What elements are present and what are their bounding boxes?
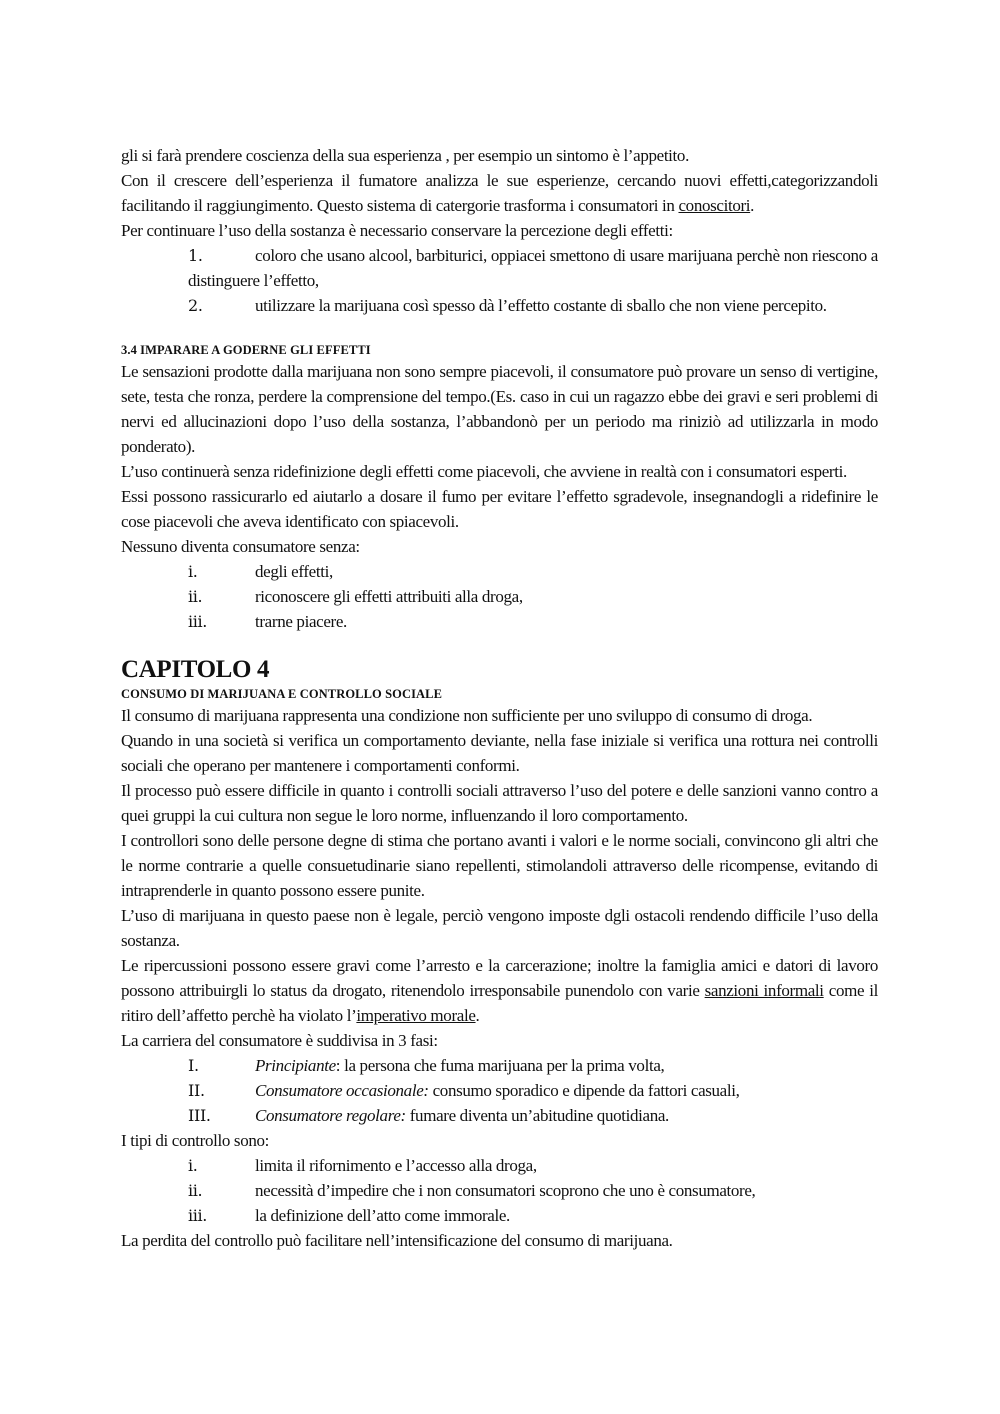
list-item [121,1078,878,1103]
list-number: 2. [188,296,203,315]
numbered-list [121,243,878,318]
list-item [121,293,878,318]
paragraph-text: . [475,1006,480,1025]
paragraph: Quando in una società si verifica un comportamento deviante, nella fase iniziale si verifica una rottura nei controlli sociali che operano per mantenere i comportamenti conformi. [121,731,878,775]
paragraph: L’uso continuerà senza ridefinizione degli effetti come piacevoli, che avviene in realtà con i consumatori esperti. [121,462,847,481]
list-number: II. [188,1081,205,1100]
paragraph: Il consumo di marijuana rappresenta una condizione non sufficiente per uno sviluppo di consumo di droga. [121,706,813,725]
paragraph: I controllori sono delle persone degne di stima che portano avanti i valori e le norme sociali, convincono gli altri che le norme contrarie a quelle consuetudinarie siano repellenti, stimolandoli attraverso delle ricompense, evitando di intraprenderle in quanto possono essere punite. [121,831,878,900]
list-item-text: limita il rifornimento e l’accesso alla droga, [255,1156,537,1175]
list-item-text: coloro che usano alcool, barbiturici, oppiacei smettono di usare marijuana perchè non riescono a distinguere l’effetto, [188,246,878,290]
list-item-text: trarne piacere. [255,612,347,631]
chapter-subtitle: CONSUMO DI MARIJUANA E CONTROLLO SOCIALE [121,687,443,701]
paragraph-text: Le ripercussioni possono essere gravi come l’arresto e la carcerazione; inoltre la famiglia amici e datori di lavoro possono attribuirgli lo status da drogato, ritenendolo irresponsabile punendolo con varie [121,956,878,1000]
paragraph: La carriera del consumatore è suddivisa in 3 fasi: [121,1031,438,1050]
list-number: ii. [188,1181,203,1200]
paragraph-text: come il ritiro dell’affetto perchè ha violato l’ [121,981,879,1025]
roman-list [121,1153,878,1228]
paragraph: Nessuno diventa consumatore senza: [121,537,360,556]
list-number: III. [188,1106,211,1125]
underlined-term: sanzioni informali [704,981,824,1000]
list-item-term: Principiante [255,1056,336,1075]
paragraph: L’uso di marijuana in questo paese non è legale, perciò vengono imposte dgli ostacoli rendendo difficile l’uso della sostanza. [121,906,878,950]
list-item [121,243,878,293]
paragraph [121,168,878,218]
list-item-text: : la persona che fuma marijuana per la prima volta, [335,1056,665,1075]
list-item-text: necessità d’impedire che i non consumatori scoprono che uno è consumatore, [255,1181,756,1200]
paragraph: I tipi di controllo sono: [121,1131,270,1150]
section-heading: 3.4 IMPARARE A GODERNE GLI EFFETTI [121,343,371,357]
list-item-text: consumo sporadico e dipende da fattori casuali, [428,1081,740,1100]
paragraph: Essi possono rassicurarlo ed aiutarlo a dosare il fumo per evitare l’effetto sgradevole, insegnandogli a ridefinire le cose piacevoli che aveva identificato con spiacevoli. [121,487,878,531]
paragraph: Il processo può essere difficile in quanto i controlli sociali attraverso l’uso del potere e delle sanzioni vanno contro a quei gruppi la cui cultura non segue le loro norme, influenzando il loro comportamento. [121,781,878,825]
chapter-title: CAPITOLO 4 [121,656,270,683]
underlined-term: conoscitori [678,196,751,215]
list-item [121,559,878,584]
list-number: i. [188,1156,198,1175]
document-page [121,143,878,1253]
list-item [121,1103,878,1128]
list-item [121,584,878,609]
list-item-text: degli effetti, [255,562,333,581]
paragraph: gli si farà prendere coscienza della sua esperienza , per esempio un sintomo è l’appetito. [121,146,689,165]
roman-upper-list [121,1053,878,1128]
list-item-term: Consumatore regolare: [255,1106,406,1125]
list-item [121,1203,878,1228]
list-item-text: fumare diventa un’abitudine quotidiana. [405,1106,669,1125]
list-number: ii. [188,587,203,606]
list-item [121,609,878,634]
list-number: iii. [188,612,208,631]
paragraph: La perdita del controllo può facilitare nell’intensificazione del consumo di marijuana. [121,1231,673,1250]
paragraph: Le sensazioni prodotte dalla marijuana non sono sempre piacevoli, il consumatore può provare un senso di vertigine, sete, testa che ronza, perdere la comprensione del tempo.(Es. caso in cui un ragazzo ebbe dei gravi e seri problemi di nervi ed allucinazioni dopo l’uso della sostanza, l’abbandonò per un periodo ma riniziò ad utilizzarla in modo ponderato). [121,362,878,456]
list-item [121,1178,878,1203]
list-item [121,1053,878,1078]
roman-list [121,559,878,634]
list-number: 1. [188,246,203,265]
list-item-text: la definizione dell’atto come immorale. [255,1206,510,1225]
underlined-term: imperativo morale [356,1006,476,1025]
paragraph: Per continuare l’uso della sostanza è necessario conservare la percezione degli effetti: [121,221,673,240]
list-number: I. [188,1056,199,1075]
list-number: iii. [188,1206,208,1225]
list-item-text: riconoscere gli effetti attribuiti alla droga, [255,587,523,606]
list-number: i. [188,562,198,581]
list-item [121,1153,878,1178]
list-item-text: utilizzare la marijuana così spesso dà l’effetto costante di sballo che non viene percepito. [255,296,827,315]
paragraph [121,953,878,1028]
paragraph-text: Con il crescere dell’esperienza il fumatore analizza le sue esperienze, cercando nuovi effetti,categorizzandoli facilitando il raggiungimento. Questo sistema di catergorie trasforma i consumatori in [121,171,878,215]
list-item-term: Consumatore occasionale: [255,1081,429,1100]
paragraph-text: . [750,196,755,215]
